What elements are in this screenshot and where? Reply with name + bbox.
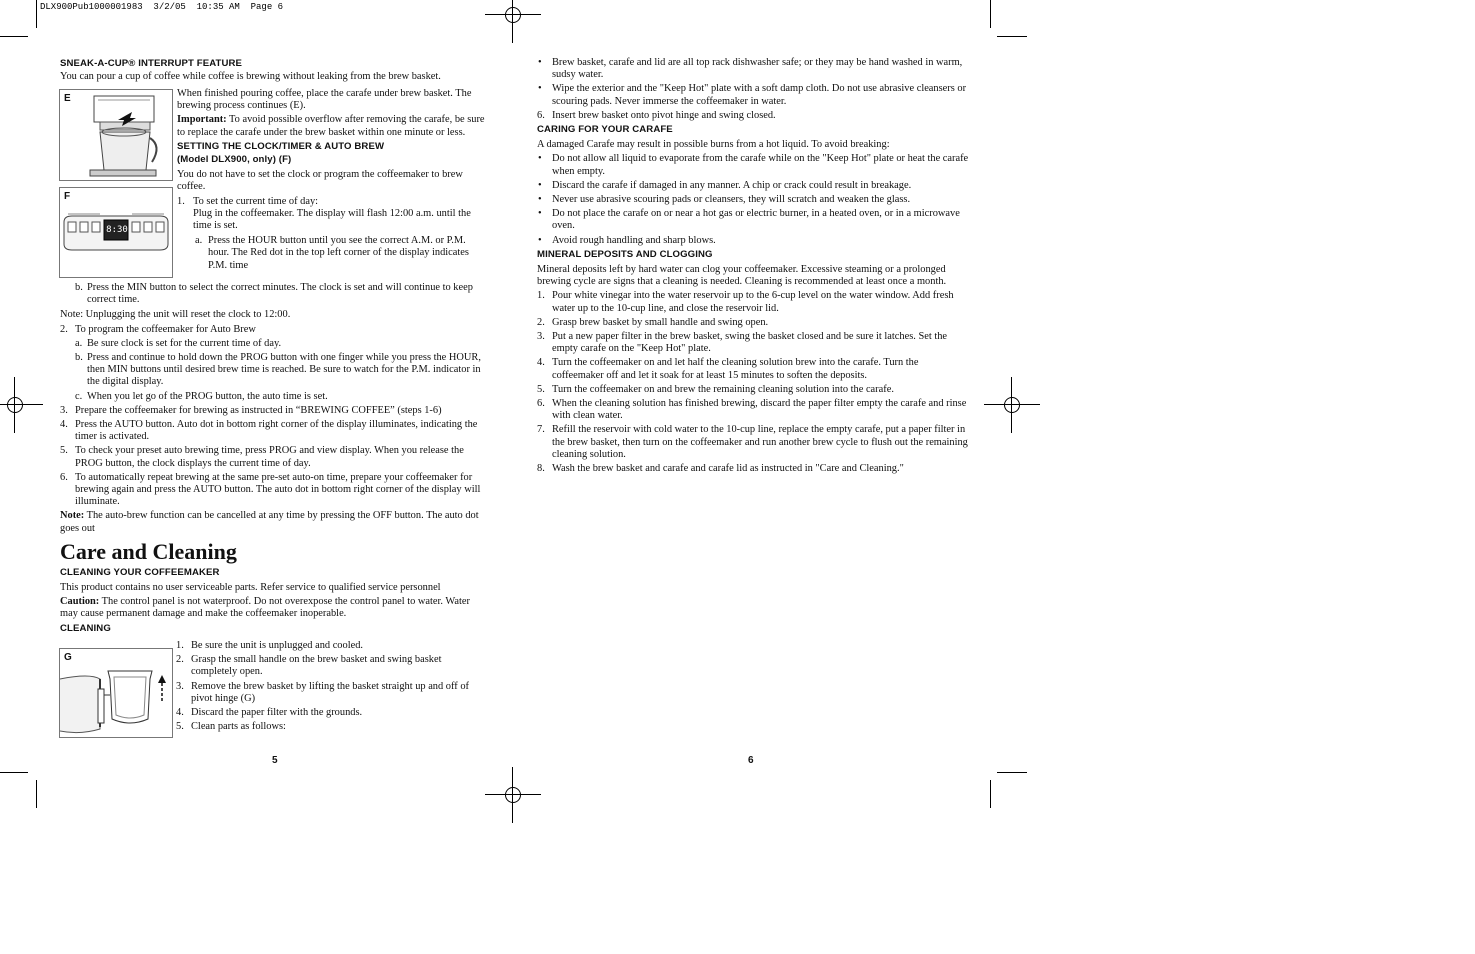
crop-mark bbox=[0, 772, 28, 773]
cleaning-text: This product contains no user serviceable parts. Refer service to qualified service personnel bbox=[60, 582, 441, 594]
dishwasher-bullet-text: Wipe the exterior and the "Keep Hot" plate with a soft damp cloth. Do not use abrasive cleansers or scouring pads. Never immerse the coffeemaker in water. bbox=[552, 83, 967, 107]
sneak-text: You can pour a cup of coffee while coffee is brewing without leaking from the brew basket. bbox=[60, 71, 441, 83]
caution-text bbox=[60, 596, 484, 620]
clock-step-1a-text: Press the HOUR button until you see the correct A.M. or P.M. hour. The Red dot in the top left corner of the display indicates P.M. time bbox=[208, 235, 469, 271]
clean-step-6-number: 6. bbox=[537, 109, 545, 121]
clean-step-marker: 3. bbox=[176, 680, 184, 692]
clean-step-marker: 2. bbox=[176, 654, 184, 666]
auto-step-2-number: 2. bbox=[60, 323, 68, 335]
crop-mark bbox=[997, 36, 1027, 37]
auto-step-3-text: Prepare the coffeemaker for brewing as instructed in “BREWING COFFEE” (steps 1-6) bbox=[75, 404, 442, 416]
carafe-bullet-item bbox=[537, 235, 969, 247]
auto-step-6 bbox=[60, 472, 484, 509]
clean-step-6-text: Insert brew basket onto pivot hinge and swing closed. bbox=[552, 109, 776, 121]
figure-f-label: F bbox=[64, 191, 71, 202]
clean-step-marker: 4. bbox=[176, 707, 184, 719]
left-page-top bbox=[60, 58, 484, 85]
mineral-step-text: Turn the coffeemaker on and brew the remaining cleaning solution into the carafe. bbox=[552, 383, 894, 395]
clean-step-text: Discard the paper filter with the grounds. bbox=[191, 707, 363, 719]
pouring-text: When finished pouring coffee, place the carafe under brew basket. The brewing process continues (E). bbox=[177, 88, 472, 112]
caution-label: Caution: bbox=[60, 596, 100, 608]
clock-subheading: (Model DLX900, only) (F) bbox=[177, 154, 292, 166]
carafe-bullet-marker: • bbox=[538, 194, 542, 206]
crop-mark bbox=[0, 36, 28, 37]
mineral-step-marker: 5. bbox=[537, 383, 545, 395]
figure-f bbox=[59, 187, 173, 278]
mineral-step-marker: 7. bbox=[537, 424, 545, 436]
auto-step-2b-letter: b. bbox=[75, 352, 83, 364]
clock-step-1-title: To set the current time of day: bbox=[193, 195, 319, 207]
auto-step-2c-letter: c. bbox=[75, 390, 83, 402]
clock-intro: You do not have to set the clock or program the coffeemaker to brew coffee. bbox=[177, 169, 463, 193]
figure-e bbox=[59, 89, 173, 181]
mineral-step-marker: 6. bbox=[537, 398, 545, 410]
left-clean-steps bbox=[176, 640, 476, 735]
mineral-step-item bbox=[537, 357, 969, 381]
display-time: 8:30 bbox=[106, 225, 128, 235]
care-cleaning-title: Care and Cleaning bbox=[60, 538, 237, 564]
registration-mark bbox=[485, 0, 541, 43]
mineral-step-item bbox=[537, 331, 969, 355]
clean-step-text: Be sure the unit is unplugged and cooled. bbox=[191, 640, 363, 651]
mineral-step-text: Wash the brew basket and carafe and carafe lid as instructed in "Care and Cleaning." bbox=[552, 463, 904, 475]
carafe-bullet-text: Avoid rough handling and sharp blows. bbox=[552, 234, 716, 246]
clean-step-text: Clean parts as follows: bbox=[191, 721, 286, 733]
carafe-bullet-item bbox=[537, 208, 969, 232]
clean-step-item bbox=[176, 681, 476, 705]
note-body: The auto-brew function can be cancelled at any time by pressing the OFF button. The auto dot goes out bbox=[60, 510, 479, 534]
crop-mark bbox=[997, 772, 1027, 773]
left-steps bbox=[60, 282, 484, 636]
important-label: Important: bbox=[177, 114, 227, 126]
carafe-bullet-item bbox=[537, 153, 969, 177]
carafe-text: A damaged Carafe may result in possible burns from a hot liquid. To avoid breaking: bbox=[537, 139, 890, 151]
dishwasher-bullet-text: Brew basket, carafe and lid are all top rack dishwasher safe; or they may be hand washed in warm, sudsy water. bbox=[552, 57, 963, 81]
dishwasher-bullet-item bbox=[537, 83, 969, 107]
clean-step-text: Grasp the small handle on the brew basket and swing basket completely open. bbox=[191, 654, 442, 678]
cleaning-subheading: CLEANING bbox=[60, 622, 111, 634]
carafe-bullet-text: Do not place the carafe on or near a hot gas or electric burner, in a heated oven, or in a microwave oven. bbox=[552, 208, 960, 232]
figure-g bbox=[59, 648, 173, 738]
mineral-step-text: When the cleaning solution has finished brewing, discard the paper filter empty the carafe and rinse with clean water. bbox=[552, 398, 967, 422]
mineral-step-marker: 1. bbox=[537, 290, 545, 302]
auto-step-5-number: 5. bbox=[60, 445, 68, 457]
auto-step-2c-text: When you let go of the PROG button, the auto time is set. bbox=[87, 390, 328, 402]
auto-step-2a bbox=[60, 338, 484, 350]
clean-step-item bbox=[176, 640, 476, 652]
carafe-bullet-item bbox=[537, 194, 969, 206]
clock-step-1-number: 1. bbox=[177, 195, 185, 207]
crop-mark bbox=[990, 780, 991, 808]
crop-mark bbox=[36, 780, 37, 808]
mineral-step-text: Refill the reservoir with cold water to the 10-cup line, replace the empty carafe, put a paper filter in the brew basket, then turn on the coffeemaker and run another brew cycle to flush out the remaining cleaning solution. bbox=[552, 424, 968, 460]
clean-step-item bbox=[176, 721, 476, 733]
auto-step-3-number: 3. bbox=[60, 404, 68, 416]
mineral-step-text: Pour white vinegar into the water reservoir up to the 6-cup level on the water window. Add fresh water up to the 10-cup line, and close the reservoir lid. bbox=[552, 290, 954, 314]
registration-mark bbox=[485, 767, 541, 823]
right-page bbox=[537, 57, 969, 477]
important-text bbox=[177, 114, 487, 138]
clock-step-1b-letter: b. bbox=[75, 282, 83, 293]
important-body: To avoid possible overflow after removing the carafe, be sure to replace the carafe under the brew basket within one minute or less. bbox=[177, 114, 485, 138]
auto-step-2b bbox=[60, 352, 484, 389]
sneak-heading: SNEAK-A-CUP® INTERRUPT FEATURE bbox=[60, 58, 243, 69]
clean-step-text: Remove the brew basket by lifting the basket straight up and off of pivot hinge (G) bbox=[191, 680, 469, 704]
mineral-step-marker: 3. bbox=[537, 331, 545, 343]
auto-step-2a-text: Be sure clock is set for the current time of day. bbox=[87, 337, 282, 349]
caution-body: The control panel is not waterproof. Do not overexpose the control panel to water. Water may cause permanent damage and make the coffeemaker inoperable. bbox=[60, 596, 470, 620]
clock-step-1-text: Plug in the coffeemaker. The display will flash 12:00 a.m. until the time is set. bbox=[193, 207, 471, 232]
carafe-bullet-text: Never use abrasive scouring pads or cleansers, they will scratch and weaken the glass. bbox=[552, 194, 911, 206]
clean-step-6 bbox=[537, 110, 969, 122]
mineral-text: Mineral deposits left by hard water can clog your coffeemaker. Excessive steaming or a prolonged brewing cycle are signs that a cleaning is needed. Cleaning is recommended at least once a month. bbox=[537, 264, 947, 288]
clock-step-1a-letter: a. bbox=[195, 235, 203, 247]
clean-step-marker: 1. bbox=[176, 640, 184, 651]
auto-step-4-text: Press the AUTO button. Auto dot in bottom right corner of the display illuminates, indicating the timer is activated. bbox=[75, 419, 478, 443]
carafe-bullet-text: Do not allow all liquid to evaporate from the carafe while on the "Keep Hot" plate or heat the carafe when empty. bbox=[552, 153, 969, 177]
auto-step-4-number: 4. bbox=[60, 419, 68, 431]
coffeemaker-pour-illustration bbox=[60, 90, 172, 180]
clean-step-item bbox=[176, 707, 476, 719]
auto-step-2-text: To program the coffeemaker for Auto Brew bbox=[75, 323, 256, 335]
unplug-note: Note: Unplugging the unit will reset the clock to 12:00. bbox=[60, 309, 291, 321]
clean-step-marker: 5. bbox=[176, 721, 184, 733]
clock-heading: SETTING THE CLOCK/TIMER & AUTO BREW bbox=[177, 140, 385, 152]
figure-g-label: G bbox=[64, 652, 72, 663]
print-slug: DLX900Pub1000001983 3/2/05 10:35 AM Page 6 bbox=[40, 2, 284, 12]
mineral-step-text: Put a new paper filter in the brew basket, swing the basket closed and be sure it latches. Set the empty carafe on the "Keep Hot" plate. bbox=[552, 331, 948, 355]
auto-step-6-number: 6. bbox=[60, 471, 68, 483]
auto-step-5 bbox=[60, 445, 484, 469]
page-number-left: 5 bbox=[272, 755, 278, 766]
carafe-bullet-text: Discard the carafe if damaged in any manner. A chip or crack could result in breakage. bbox=[552, 179, 912, 191]
figure-e-label: E bbox=[64, 93, 71, 104]
auto-brew-note bbox=[60, 510, 484, 534]
auto-step-5-text: To check your preset auto brewing time, press PROG and view display. When you release the PROG button, the clock displays the current time of day. bbox=[75, 445, 464, 469]
mineral-step-item bbox=[537, 384, 969, 396]
note-label: Note: bbox=[60, 510, 85, 522]
clock-step-1 bbox=[177, 196, 487, 233]
mineral-step-marker: 2. bbox=[537, 316, 545, 328]
clock-step-1a bbox=[177, 235, 487, 272]
auto-step-6-text: To automatically repeat brewing at the same pre-set auto-on time, prepare your coffeemaker for brewing again and press the AUTO button. The auto dot in bottom right corner of the display will illuminate. bbox=[75, 471, 481, 508]
auto-step-2b-text: Press and continue to hold down the PROG button with one finger while you press the HOUR, then MIN buttons until desired brew time is reached. Be sure to watch for the P.M. indicator in the digital display. bbox=[87, 352, 481, 388]
auto-step-2a-letter: a. bbox=[75, 337, 83, 349]
carafe-bullet-item bbox=[537, 180, 969, 192]
mineral-heading: MINERAL DEPOSITS AND CLOGGING bbox=[537, 248, 713, 260]
dishwasher-bullet-marker: • bbox=[538, 57, 542, 68]
mineral-step-text: Turn the coffeemaker on and let half the cleaning solution brew into the carafe. Turn the coffeemaker off and let it soak for at least 15 minutes to soften the deposits. bbox=[552, 357, 919, 381]
dishwasher-bullet-marker: • bbox=[538, 83, 542, 95]
carafe-bullet-marker: • bbox=[538, 179, 542, 191]
cleaning-heading: CLEANING YOUR COFFEEMAKER bbox=[60, 566, 220, 578]
mineral-step-item bbox=[537, 290, 969, 314]
auto-step-4 bbox=[60, 419, 484, 443]
clock-step-1b-text: Press the MIN button to select the correct minutes. The clock is set and will continue to keep correct time. bbox=[87, 282, 473, 306]
auto-step-2c bbox=[60, 391, 484, 403]
mineral-step-item bbox=[537, 463, 969, 475]
mineral-step-marker: 8. bbox=[537, 463, 545, 475]
carafe-bullet-marker: • bbox=[538, 153, 542, 165]
mineral-step-item bbox=[537, 424, 969, 461]
carafe-bullet-marker: • bbox=[538, 208, 542, 220]
clean-step-item bbox=[176, 654, 476, 678]
mineral-step-text: Grasp brew basket by small handle and swing open. bbox=[552, 316, 769, 328]
crop-mark bbox=[36, 0, 37, 28]
carafe-heading: CARING FOR YOUR CARAFE bbox=[537, 124, 673, 136]
mineral-step-item bbox=[537, 317, 969, 329]
mineral-step-item bbox=[537, 398, 969, 422]
brew-basket-illustration bbox=[60, 649, 172, 737]
auto-step-3 bbox=[60, 405, 484, 417]
registration-mark bbox=[984, 377, 1040, 433]
page-number-right: 6 bbox=[748, 755, 754, 766]
dishwasher-bullet-item bbox=[537, 57, 969, 81]
clock-step-1b bbox=[60, 282, 484, 306]
mineral-step-marker: 4. bbox=[537, 357, 545, 369]
registration-mark bbox=[0, 377, 43, 433]
crop-mark bbox=[990, 0, 991, 28]
left-pour-block bbox=[177, 88, 487, 272]
auto-step-2 bbox=[60, 324, 484, 336]
carafe-bullet-marker: • bbox=[538, 234, 542, 246]
